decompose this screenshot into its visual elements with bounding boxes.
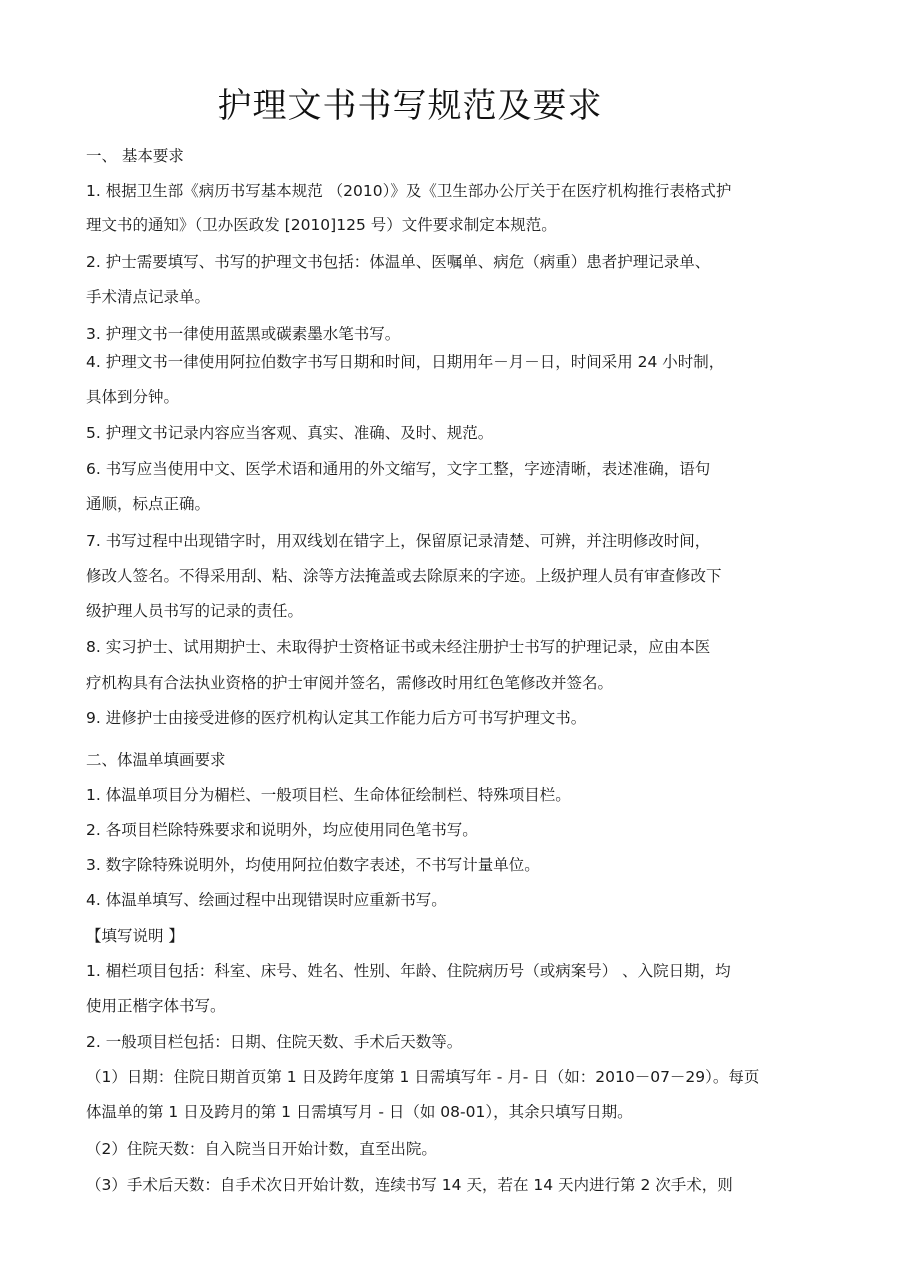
paragraph-line: 2. 各项目栏除特殊要求和说明外，均应使用同色笔书写。 — [86, 821, 478, 839]
paragraph-line: 理文书的通知》（卫办医政发 [2010]125 号）文件要求制定本规范。 — [86, 216, 557, 234]
paragraph-line: 通顺，标点正确。 — [86, 495, 211, 513]
paragraph-line: 疗机构具有合法执业资格的护士审阅并签名，需修改时用红色笔修改并签名。 — [86, 674, 614, 692]
paragraph-line: 3. 数字除特殊说明外，均使用阿拉伯数字表述，不书写计量单位。 — [86, 856, 540, 874]
paragraph-line: 3. 护理文书一律使用蓝黑或碳素墨水笔书写。 — [86, 325, 401, 343]
paragraph-line: 使用正楷字体书写。 — [86, 997, 226, 1015]
document-title: 护理文书书写规范及要求 — [217, 86, 603, 126]
paragraph-line: （1）日期：住院日期首页第 1 日及跨年度第 1 日需填写年 - 月- 日（如：2010－07－29）。每页 — [86, 1068, 760, 1086]
paragraph-line: 级护理人员书写的记录的责任。 — [86, 602, 304, 620]
section-heading-basic: 一、 基本要求 — [86, 147, 184, 165]
paragraph-line: 1. 楣栏项目包括：科室、床号、姓名、性别、年龄、住院病历号（或病案号） 、入院日期，均 — [86, 962, 731, 980]
paragraph-line: 手术清点记录单。 — [86, 288, 211, 306]
paragraph-line: 具体到分钟。 — [86, 388, 180, 406]
paragraph-line: 1. 根据卫生部《病历书写基本规范 （2010）》及《卫生部办公厅关于在医疗机构推行表格式护 — [86, 182, 732, 200]
paragraph-line: 9. 进修护士由接受进修的医疗机构认定其工作能力后方可书写护理文书。 — [86, 709, 587, 727]
paragraph-line: 4. 护理文书一律使用阿拉伯数字书写日期和时间，日期用年－月－日，时间采用 24 小时制， — [86, 353, 725, 371]
paragraph-line: 4. 体温单填写、绘画过程中出现错误时应重新书写。 — [86, 891, 447, 909]
paragraph-line: 6. 书写应当使用中文、医学术语和通用的外文缩写，文字工整，字迹清晰，表述准确，语句 — [86, 460, 711, 478]
paragraph-line: 8. 实习护士、试用期护士、未取得护士资格证书或未经注册护士书写的护理记录，应由本医 — [86, 638, 711, 656]
paragraph-line: 2. 一般项目栏包括：日期、住院天数、手术后天数等。 — [86, 1033, 463, 1051]
paragraph-line: 体温单的第 1 日及跨月的第 1 日需填写月 - 日（如 08-01），其余只填写日期。 — [86, 1103, 633, 1121]
paragraph-line: 修改人签名。不得采用刮、粘、涂等方法掩盖或去除原来的字迹。上级护理人员有审查修改下 — [86, 567, 722, 585]
fill-instructions-heading: 【填写说明 】 — [86, 927, 184, 945]
paragraph-line: （2）住院天数：自入院当日开始计数，直至出院。 — [86, 1140, 437, 1158]
paragraph-line: （3）手术后天数：自手术次日开始计数，连续书写 14 天，若在 14 天内进行第 2 次手术，则 — [86, 1176, 733, 1194]
section-heading-temperature: 二、体温单填画要求 — [86, 751, 226, 769]
paragraph-line: 5. 护理文书记录内容应当客观、真实、准确、及时、规范。 — [86, 424, 494, 442]
paragraph-line: 7. 书写过程中出现错字时，用双线划在错字上，保留原记录清楚、可辨，并注明修改时间， — [86, 532, 711, 550]
paragraph-line: 1. 体温单项目分为楣栏、一般项目栏、生命体征绘制栏、特殊项目栏。 — [86, 786, 571, 804]
paragraph-line: 2. 护士需要填写、书写的护理文书包括：体温单、医嘱单、病危（病重）患者护理记录单、 — [86, 253, 711, 271]
